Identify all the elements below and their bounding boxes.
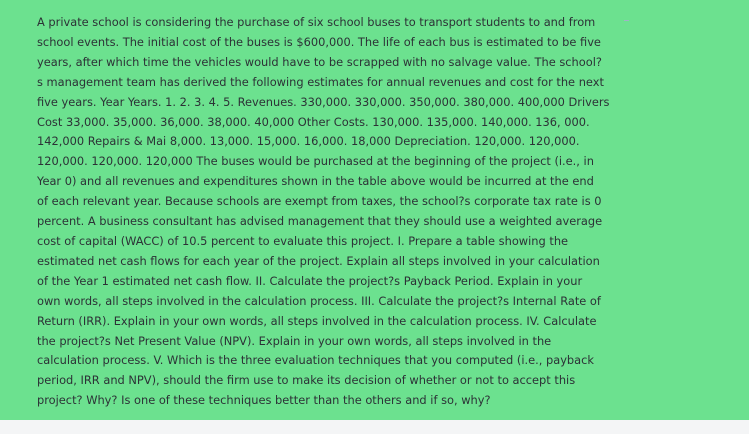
question-line: Year 0) and all revenues and expenditures shown in the table above would be incurred at the end bbox=[37, 174, 594, 189]
question-line: estimated net cash flows for each year of the project. Explain all steps involved in your calculation bbox=[37, 253, 600, 268]
question-line: project? Why? Is one of these techniques better than the others and if so, why? bbox=[37, 393, 491, 408]
question-line: percent. A business consultant has advised management that they should use a weighted average bbox=[37, 214, 603, 229]
question-line: Cost 33,000. 35,000. 36,000. 38,000. 40,000 Other Costs. 130,000. 135,000. 140,000. 136, 000. bbox=[37, 114, 590, 129]
question-line: years, after which time the vehicles would have to be scrapped with no salvage value. The school? bbox=[37, 54, 602, 69]
question-line: own words, all steps involved in the calculation process. III. Calculate the project?s Internal Rate of bbox=[37, 293, 601, 308]
question-line: school events. The initial cost of the buses is $600,000. The life of each bus is estimated to be five bbox=[37, 34, 601, 49]
question-line: calculation process. V. Which is the three evaluation techniques that you computed (i.e., payback bbox=[37, 353, 594, 368]
question-line: s management team has derived the following estimates for annual revenues and cost for the next bbox=[37, 74, 604, 89]
question-line: of each relevant year. Because schools are exempt from taxes, the school?s corporate tax rate is 0 bbox=[37, 194, 602, 209]
dash-marker bbox=[624, 20, 629, 21]
question-line: period, IRR and NPV), should the firm use to make its decision of whether or not to accept this bbox=[37, 373, 576, 388]
question-line: five years. Year Years. 1. 2. 3. 4. 5. Revenues. 330,000. 330,000. 350,000. 380,000. 400,000 Drivers bbox=[37, 94, 610, 109]
question-line: cost of capital (WACC) of 10.5 percent to evaluate this project. I. Prepare a table showing the bbox=[37, 233, 569, 248]
question-line: 120,000. 120,000. 120,000 The buses would be purchased at the beginning of the project (i.e., in bbox=[37, 154, 594, 169]
question-line: Return (IRR). Explain in your own words, all steps involved in the calculation process. IV. Calculate bbox=[37, 313, 597, 328]
question-line: 142,000 Repairs & Mai 8,000. 13,000. 15,000. 16,000. 18,000 Depreciation. 120,000. 120,000. bbox=[37, 134, 580, 149]
question-line: the project?s Net Present Value (NPV). Explain in your own words, all steps involved in the bbox=[37, 333, 552, 348]
question-line: of the Year 1 estimated net cash flow. II. Calculate the project?s Payback Period. Explain in your bbox=[37, 273, 583, 288]
question-text bbox=[37, 13, 617, 411]
bottom-strip bbox=[0, 420, 749, 434]
question-line: A private school is considering the purchase of six school buses to transport students to and from bbox=[37, 15, 596, 29]
